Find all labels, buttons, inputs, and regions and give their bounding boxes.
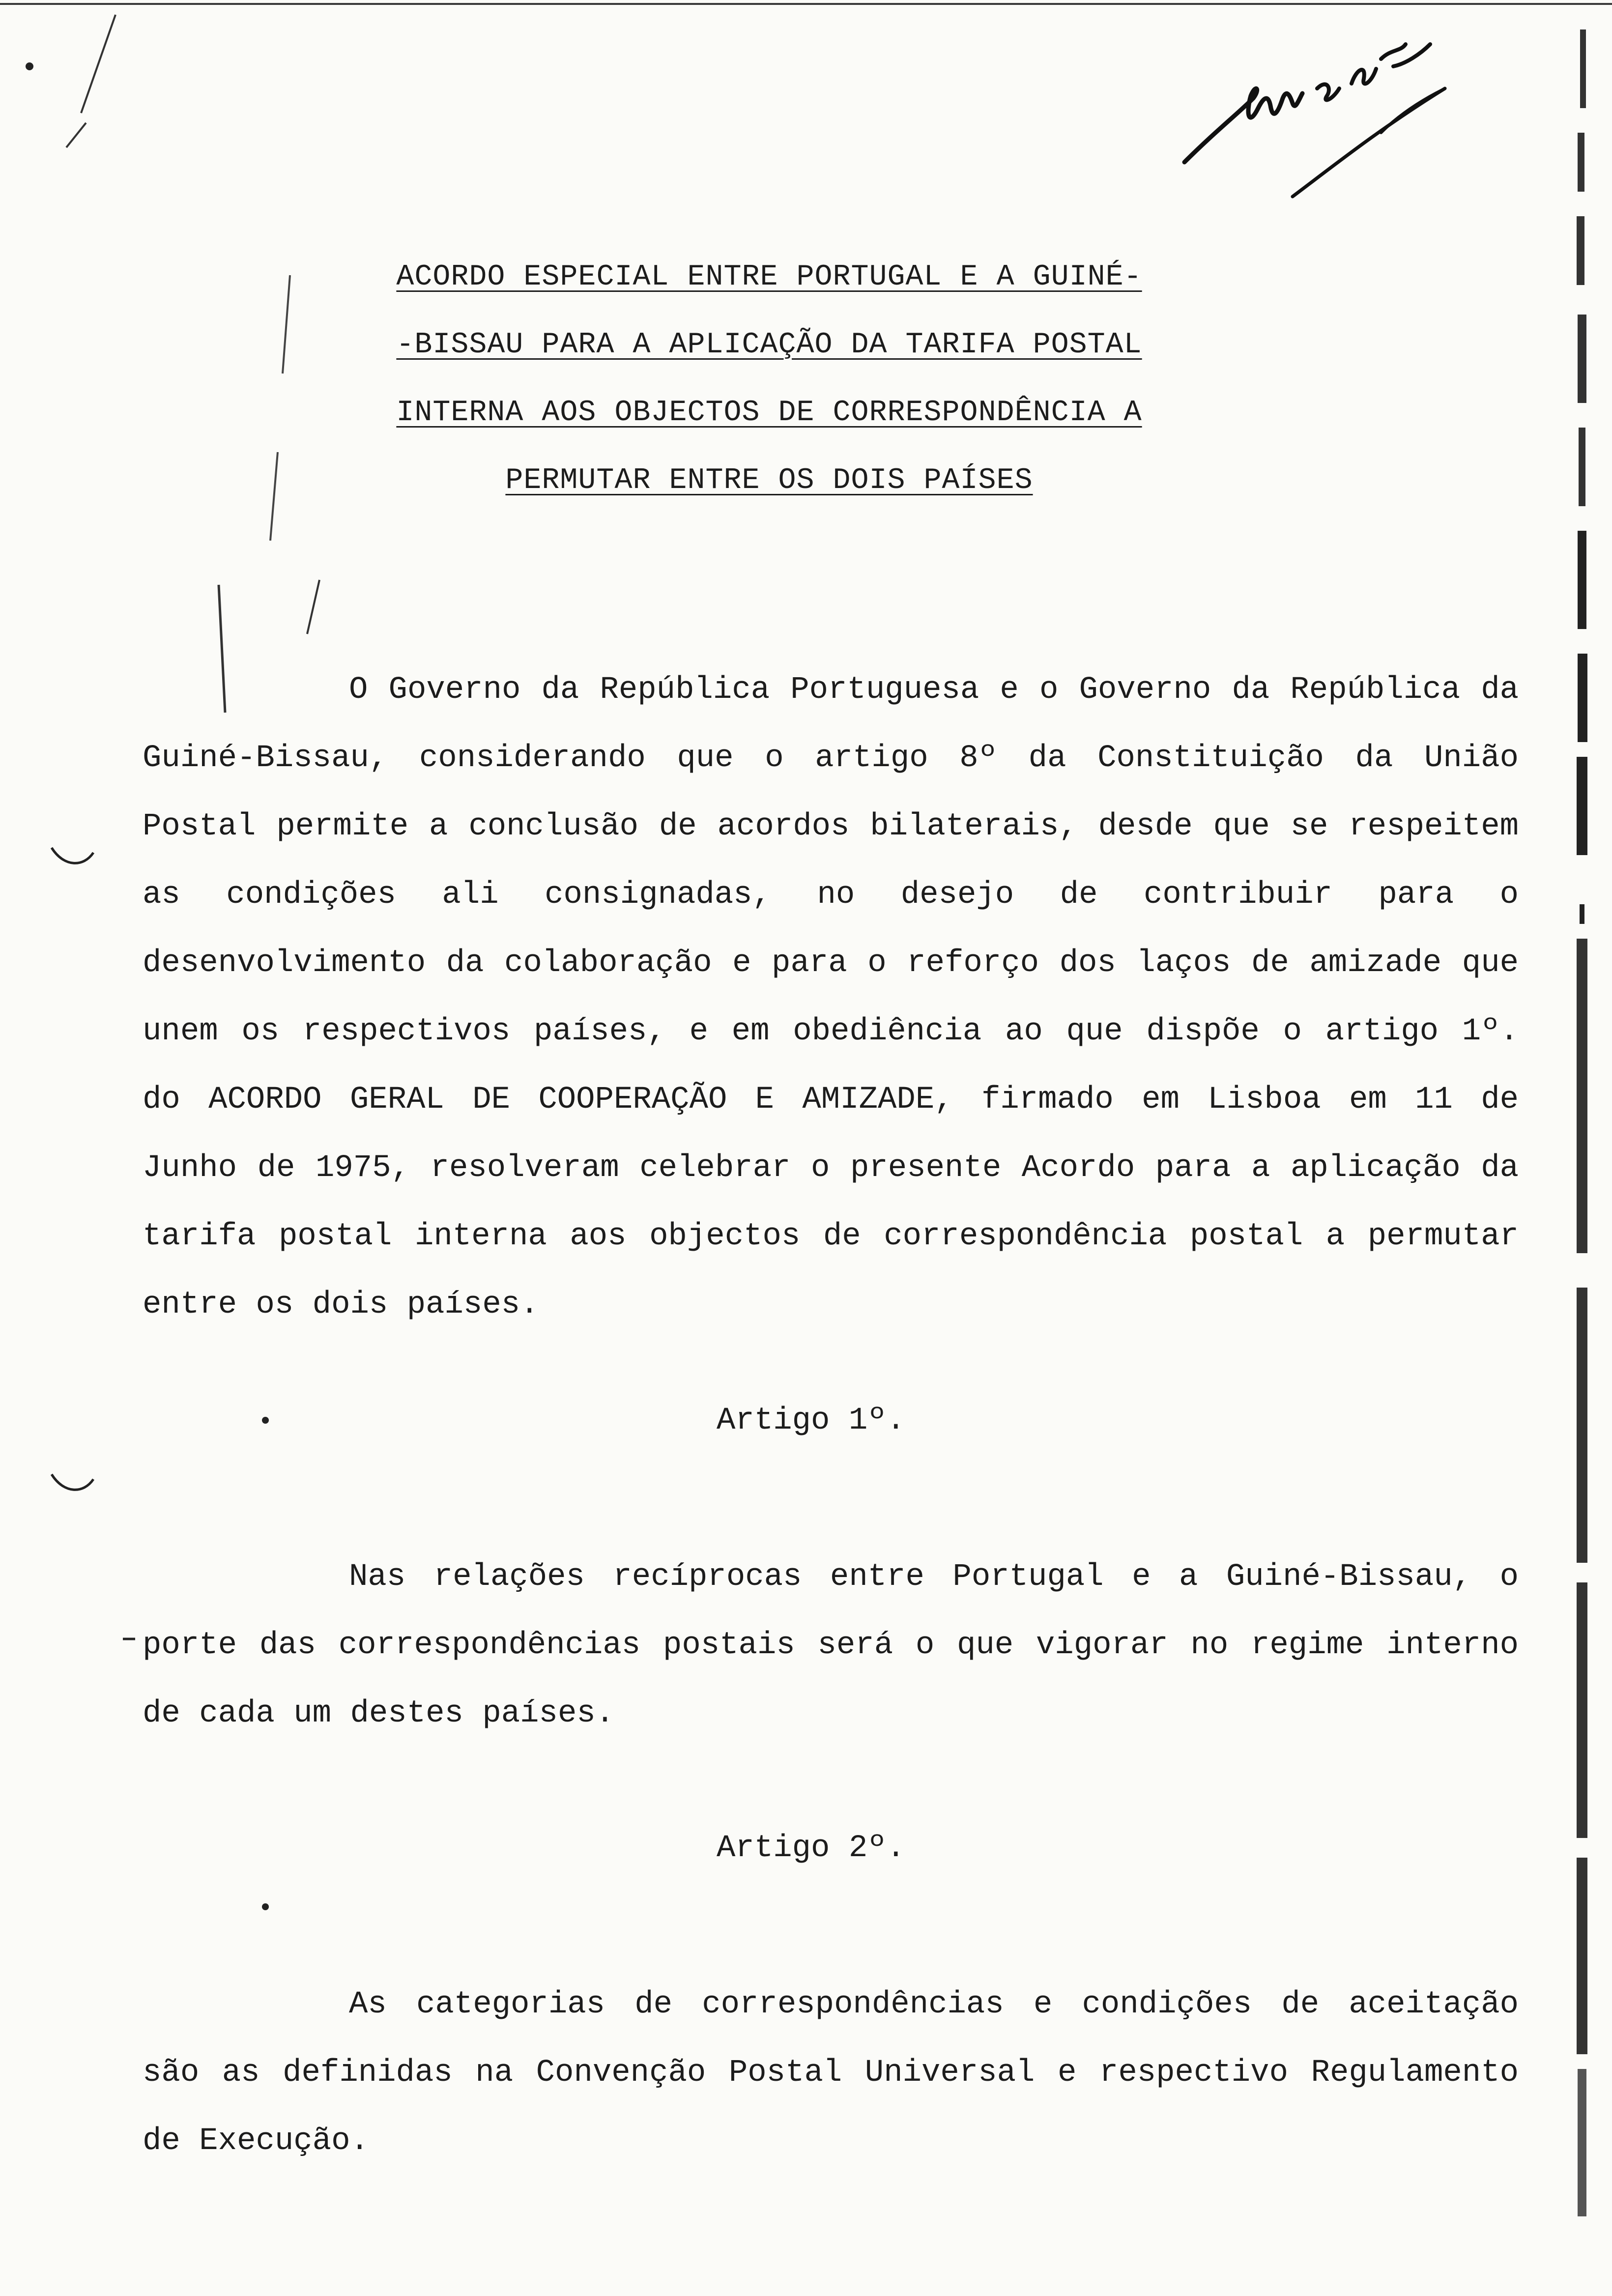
preamble-paragraph: O Governo da República Portuguesa e o Governo da República da Guiné-Bissau, considerando que o artigo 8º da Constituição da União Postal permite a conclusão de acordos bilaterais, desde que se respeitem as condições ali consignadas, no desejo de contribuir para o desenvolvimento da colaboração e para o reforço dos laços de amizade que unem os respectivos países, e em obediência ao que dispõe o artigo 1º. do ACORDO GERAL DE COOPERAÇÃO E AMIZADE, firmado em Lisboa em 11 de Junho de 1975, resolveram celebrar o presente Acordo para a aplicação da tarifa postal interna aos objectos de correspondência postal a permutar entre os dois países. [143, 672, 1519, 1322]
article-1-text: Nas relações recíprocas entre Portugal e a Guiné-Bissau, o porte das correspondências postais será o que vigorar no regime interno de cada um destes países. [143, 1559, 1519, 1731]
agreement-title [344, 243, 1194, 515]
title-line: PERMUTAR ENTRE OS DOIS PAÍSES [505, 464, 1033, 497]
title-line: INTERNA AOS OBJECTOS DE CORRESPONDÊNCIA A [396, 396, 1142, 430]
handwritten-signature [1170, 15, 1514, 211]
article-2-text: As categorias de correspondências e condições de aceitação são as definidas na Convenção Postal Universal e respectivo Regulamento de Execução. [143, 1987, 1519, 2159]
scan-edge-marks [1563, 20, 1607, 2290]
title-line: ACORDO ESPECIAL ENTRE PORTUGAL E A GUINÉ- [396, 260, 1142, 294]
article-2-heading: Artigo 2º. [716, 1831, 906, 1866]
article-1-heading: Artigo 1º. [716, 1403, 906, 1438]
title-line: -BISSAU PARA A APLICAÇÃO DA TARIFA POSTAL [396, 328, 1142, 362]
